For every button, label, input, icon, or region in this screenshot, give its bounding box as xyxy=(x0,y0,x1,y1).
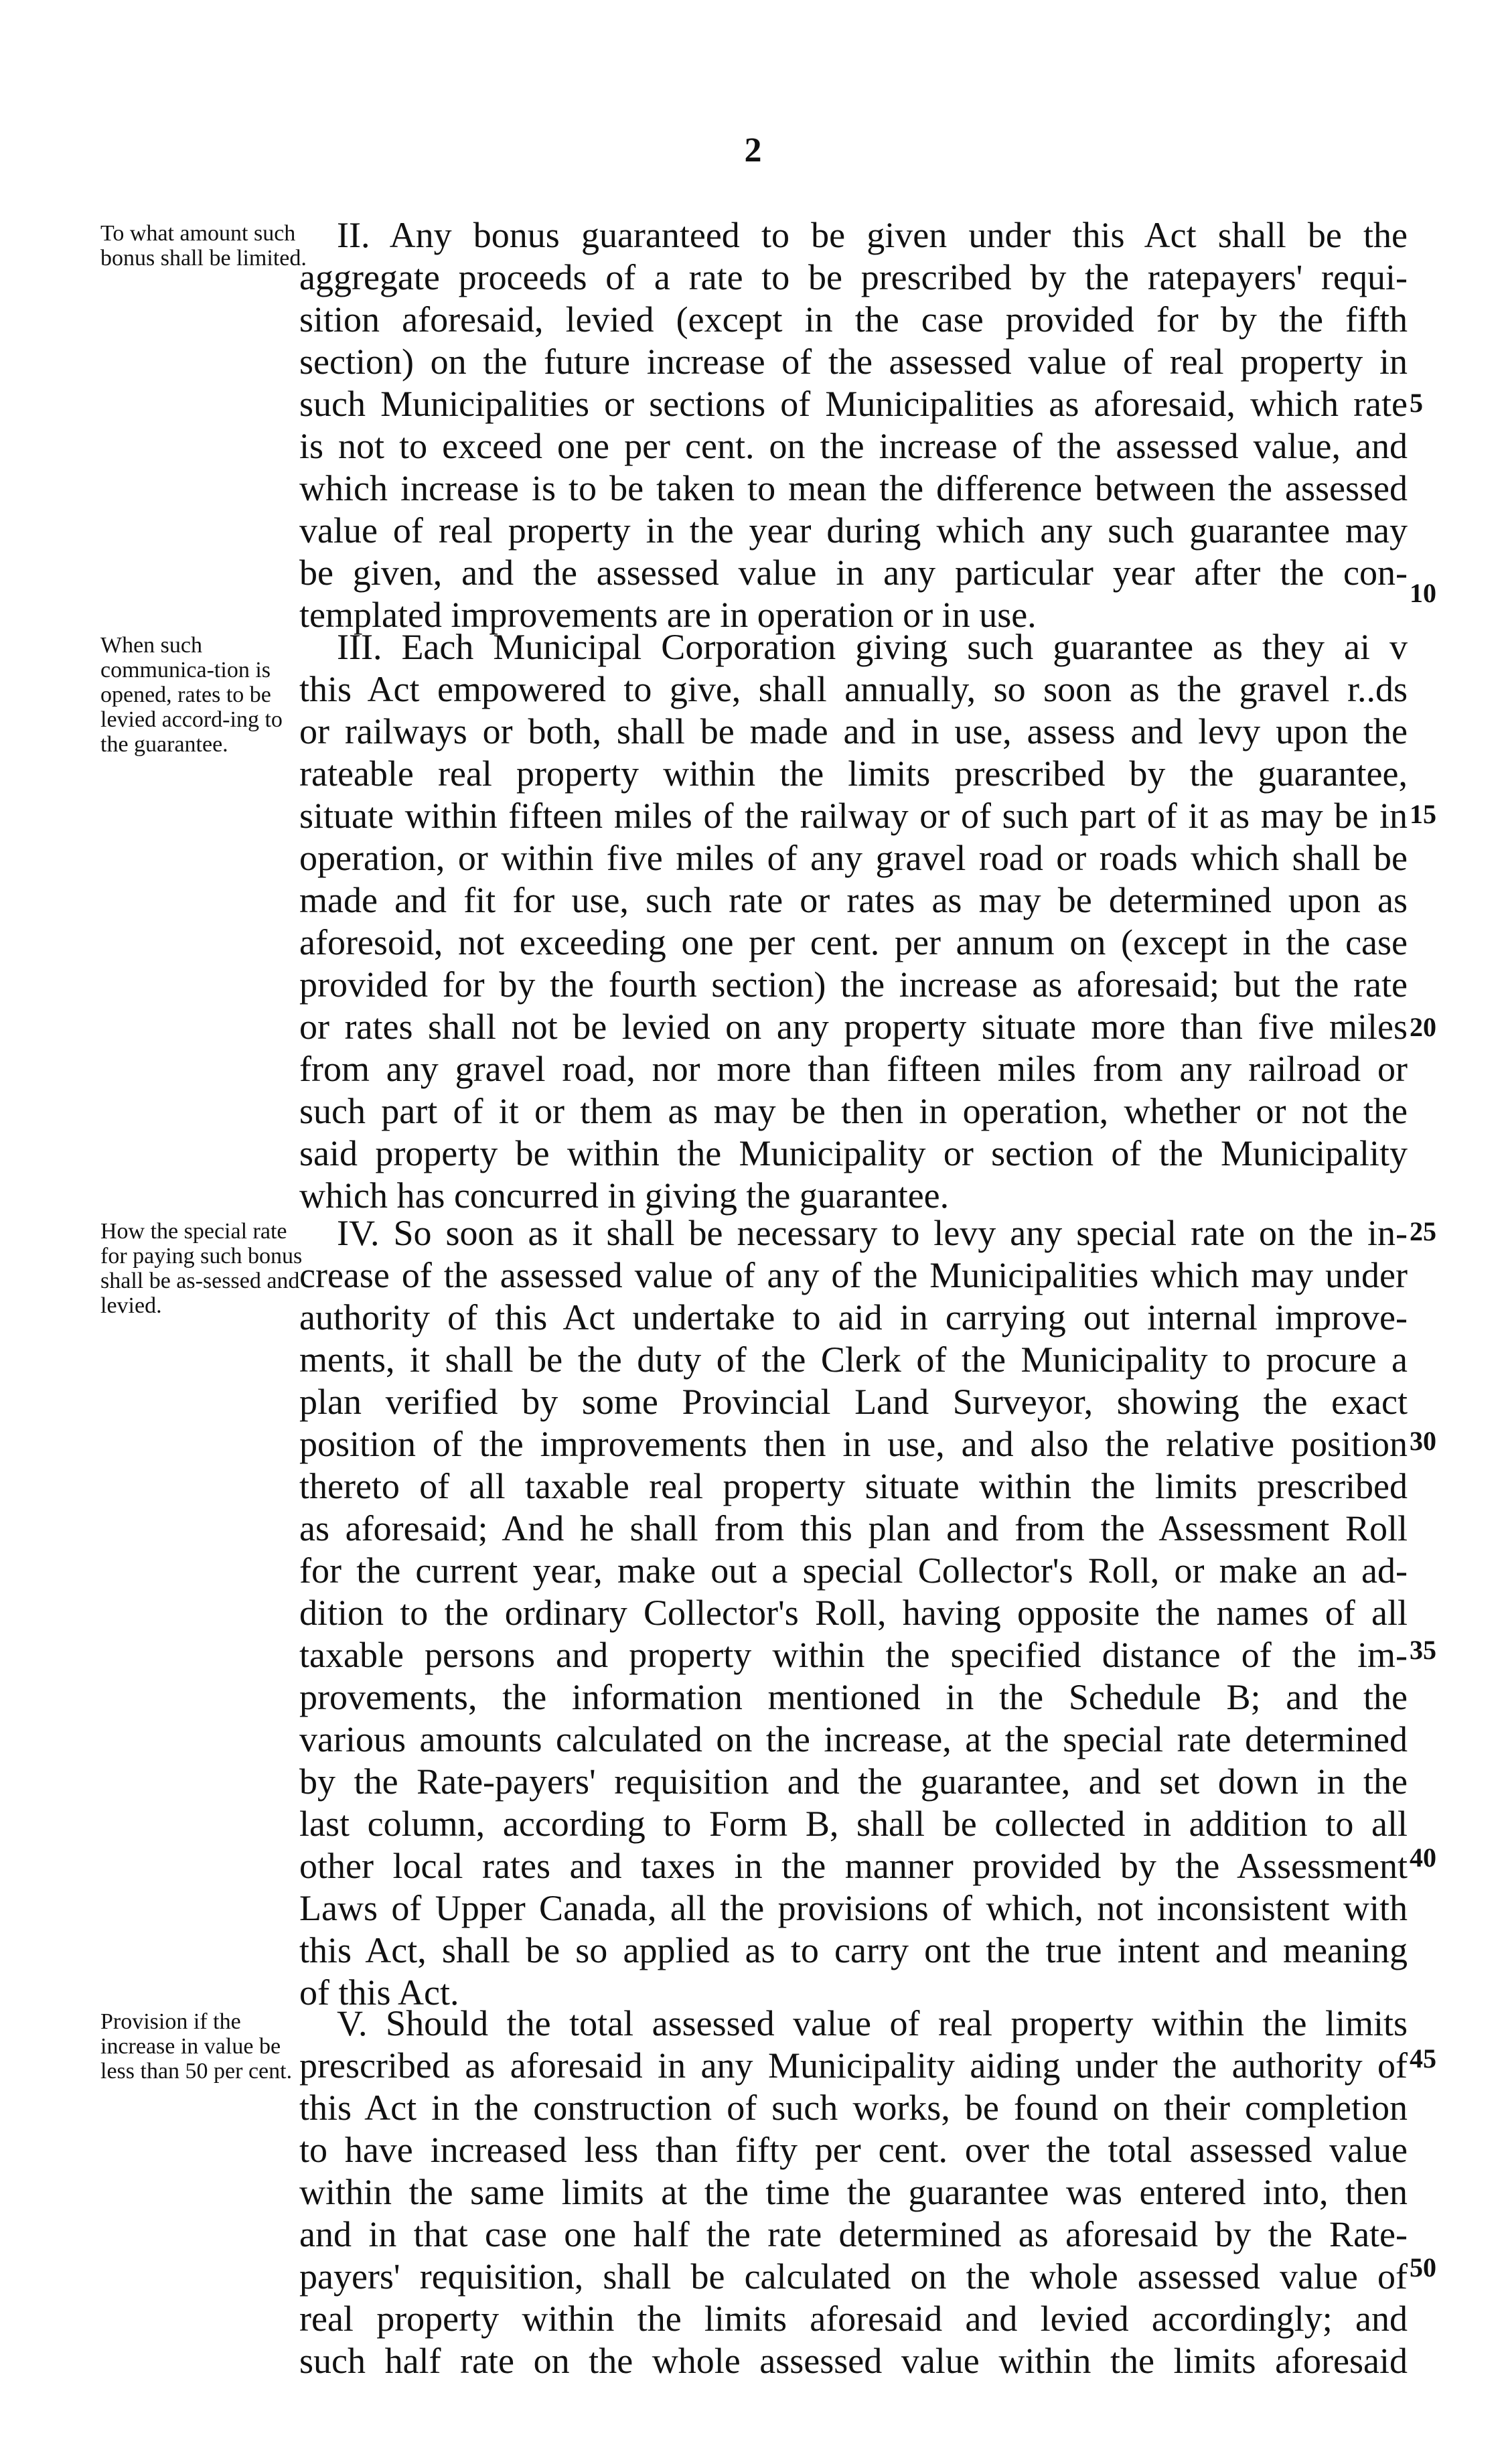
side-note-section-3: When such communica-tion is opened, rates to be levied accord-ing to the guarantee. xyxy=(100,633,283,757)
line-number: 30 xyxy=(1410,1426,1436,1456)
text-line: by the Rate-payers' requisition and the guarantee, and set down in the xyxy=(299,1761,1408,1802)
line-number: 10 xyxy=(1410,578,1436,608)
section-5 xyxy=(299,2003,1408,2382)
line-number: 20 xyxy=(1410,1012,1436,1042)
text-line: to have increased less than fifty per cent. over the total assessed value xyxy=(299,2130,1408,2170)
text-line: from any gravel road, nor more than fifteen miles from any railroad or xyxy=(299,1049,1408,1089)
line-number: 50 xyxy=(1410,2252,1436,2282)
text-line: and in that case one half the rate determined as aforesaid by the Rate- xyxy=(299,2214,1408,2254)
page-number: 2 xyxy=(744,131,762,169)
text-line: value of real property in the year during which any such guarantee may xyxy=(299,510,1408,551)
text-line: templated improvements are in operation or in use. xyxy=(299,595,1037,635)
text-line: rateable real property within the limits prescribed by the guarantee, xyxy=(299,753,1408,794)
text-line: various amounts calculated on the increase, at the special rate determined xyxy=(299,1719,1408,1759)
text-line: aforesoid, not exceeding one per cent. per annum on (except in the case xyxy=(299,922,1408,962)
text-line: this Act, shall be so applied as to carry ont the true intent and meaning xyxy=(299,1930,1408,1970)
text-line: of this Act. xyxy=(299,1972,459,2013)
text-line: V. Should the total assessed value of real property within the limits xyxy=(337,2003,1408,2043)
text-line: payers' requisition, shall be calculated on the whole assessed value of xyxy=(299,2256,1408,2297)
text-line: dition to the ordinary Collector's Roll, having opposite the names of all xyxy=(299,1593,1408,1633)
text-line: taxable persons and property within the specified distance of the im- xyxy=(299,1635,1408,1675)
text-line: III. Each Municipal Corporation giving such guarantee as they ai v xyxy=(337,627,1408,667)
text-line: said property be within the Municipality or section of the Municipality xyxy=(299,1133,1408,1173)
text-line: real property within the limits aforesaid and levied accordingly; and xyxy=(299,2299,1408,2339)
text-line: crease of the assessed value of any of the Municipalities which may under xyxy=(299,1255,1408,1295)
side-note-section-5: Provision if the increase in value be less than 50 per cent. xyxy=(100,2009,293,2084)
text-line: provided for by the fourth section) the increase as aforesaid; but the rate xyxy=(299,964,1408,1005)
text-line: ments, it shall be the duty of the Clerk of the Municipality to procure a xyxy=(299,1339,1408,1380)
text-line: provements, the information mentioned in the Schedule B; and the xyxy=(299,1677,1408,1717)
side-note-section-4: How the special rate for paying such bonus shall be as-sessed and levied. xyxy=(100,1219,303,1318)
line-number: 25 xyxy=(1410,1216,1436,1246)
line-number: 45 xyxy=(1410,2043,1436,2074)
line-number: 5 xyxy=(1410,388,1423,418)
text-line: other local rates and taxes in the manner provided by the Assessment xyxy=(299,1846,1408,1886)
text-line: for the current year, make out a special Collector's Roll, or make an ad- xyxy=(299,1550,1408,1591)
text-line: II. Any bonus guaranteed to be given under this Act shall be the xyxy=(337,215,1408,255)
text-line: such half rate on the whole assessed value within the limits aforesaid xyxy=(299,2341,1408,2381)
text-line: or railways or both, shall be made and in use, assess and levy upon the xyxy=(299,711,1408,751)
text-line: be given, and the assessed value in any particular year after the con- xyxy=(299,553,1408,593)
text-line: IV. So soon as it shall be necessary to levy any special rate on the in- xyxy=(337,1213,1408,1253)
section-4 xyxy=(299,1212,1408,2014)
text-line: aggregate proceeds of a rate to be prescribed by the ratepayers' requi- xyxy=(299,257,1408,297)
text-line: this Act in the construction of such works, be found on their completion xyxy=(299,2088,1408,2128)
text-line: prescribed as aforesaid in any Municipality aiding under the authority of xyxy=(299,2045,1408,2086)
text-line: sition aforesaid, levied (except in the case provided for by the fifth xyxy=(299,299,1408,340)
section-3 xyxy=(299,626,1408,1217)
line-number: 15 xyxy=(1410,799,1436,829)
section-2 xyxy=(299,214,1408,636)
text-line: which increase is to be taken to mean the difference between the assessed xyxy=(299,468,1408,508)
side-note-section-2: To what amount such bonus shall be limited. xyxy=(100,221,307,271)
text-line: as aforesaid; And he shall from this plan and from the Assessment Roll xyxy=(299,1508,1408,1548)
text-line: or rates shall not be levied on any property situate more than five miles xyxy=(299,1007,1408,1047)
text-line: section) on the future increase of the assessed value of real property in xyxy=(299,342,1408,382)
text-line: such Municipalities or sections of Municipalities as aforesaid, which rate xyxy=(299,384,1408,424)
text-line: within the same limits at the time the guarantee was entered into, then xyxy=(299,2172,1408,2212)
text-line: last column, according to Form B, shall be collected in addition to all xyxy=(299,1804,1408,1844)
text-line: thereto of all taxable real property situate within the limits prescribed xyxy=(299,1466,1408,1506)
text-line: plan verified by some Provincial Land Surveyor, showing the exact xyxy=(299,1382,1408,1422)
text-line: is not to exceed one per cent. on the increase of the assessed value, and xyxy=(299,426,1408,466)
text-line: Laws of Upper Canada, all the provisions of which, not inconsistent with xyxy=(299,1888,1408,1928)
text-line: authority of this Act undertake to aid in carrying out internal improve- xyxy=(299,1297,1408,1337)
line-number: 35 xyxy=(1410,1635,1436,1665)
line-number: 40 xyxy=(1410,1842,1436,1873)
text-line: operation, or within five miles of any gravel road or roads which shall be xyxy=(299,838,1408,878)
text-line: position of the improvements then in use, and also the relative position xyxy=(299,1424,1408,1464)
text-line: which has concurred in giving the guarantee. xyxy=(299,1175,950,1216)
text-line: such part of it or them as may be then in operation, whether or not the xyxy=(299,1091,1408,1131)
text-line: situate within fifteen miles of the railway or of such part of it as may be in xyxy=(299,796,1408,836)
text-line: made and fit for use, such rate or rates as may be determined upon as xyxy=(299,880,1408,920)
text-line: this Act empowered to give, shall annually, so soon as the gravel r..ds xyxy=(299,669,1408,709)
